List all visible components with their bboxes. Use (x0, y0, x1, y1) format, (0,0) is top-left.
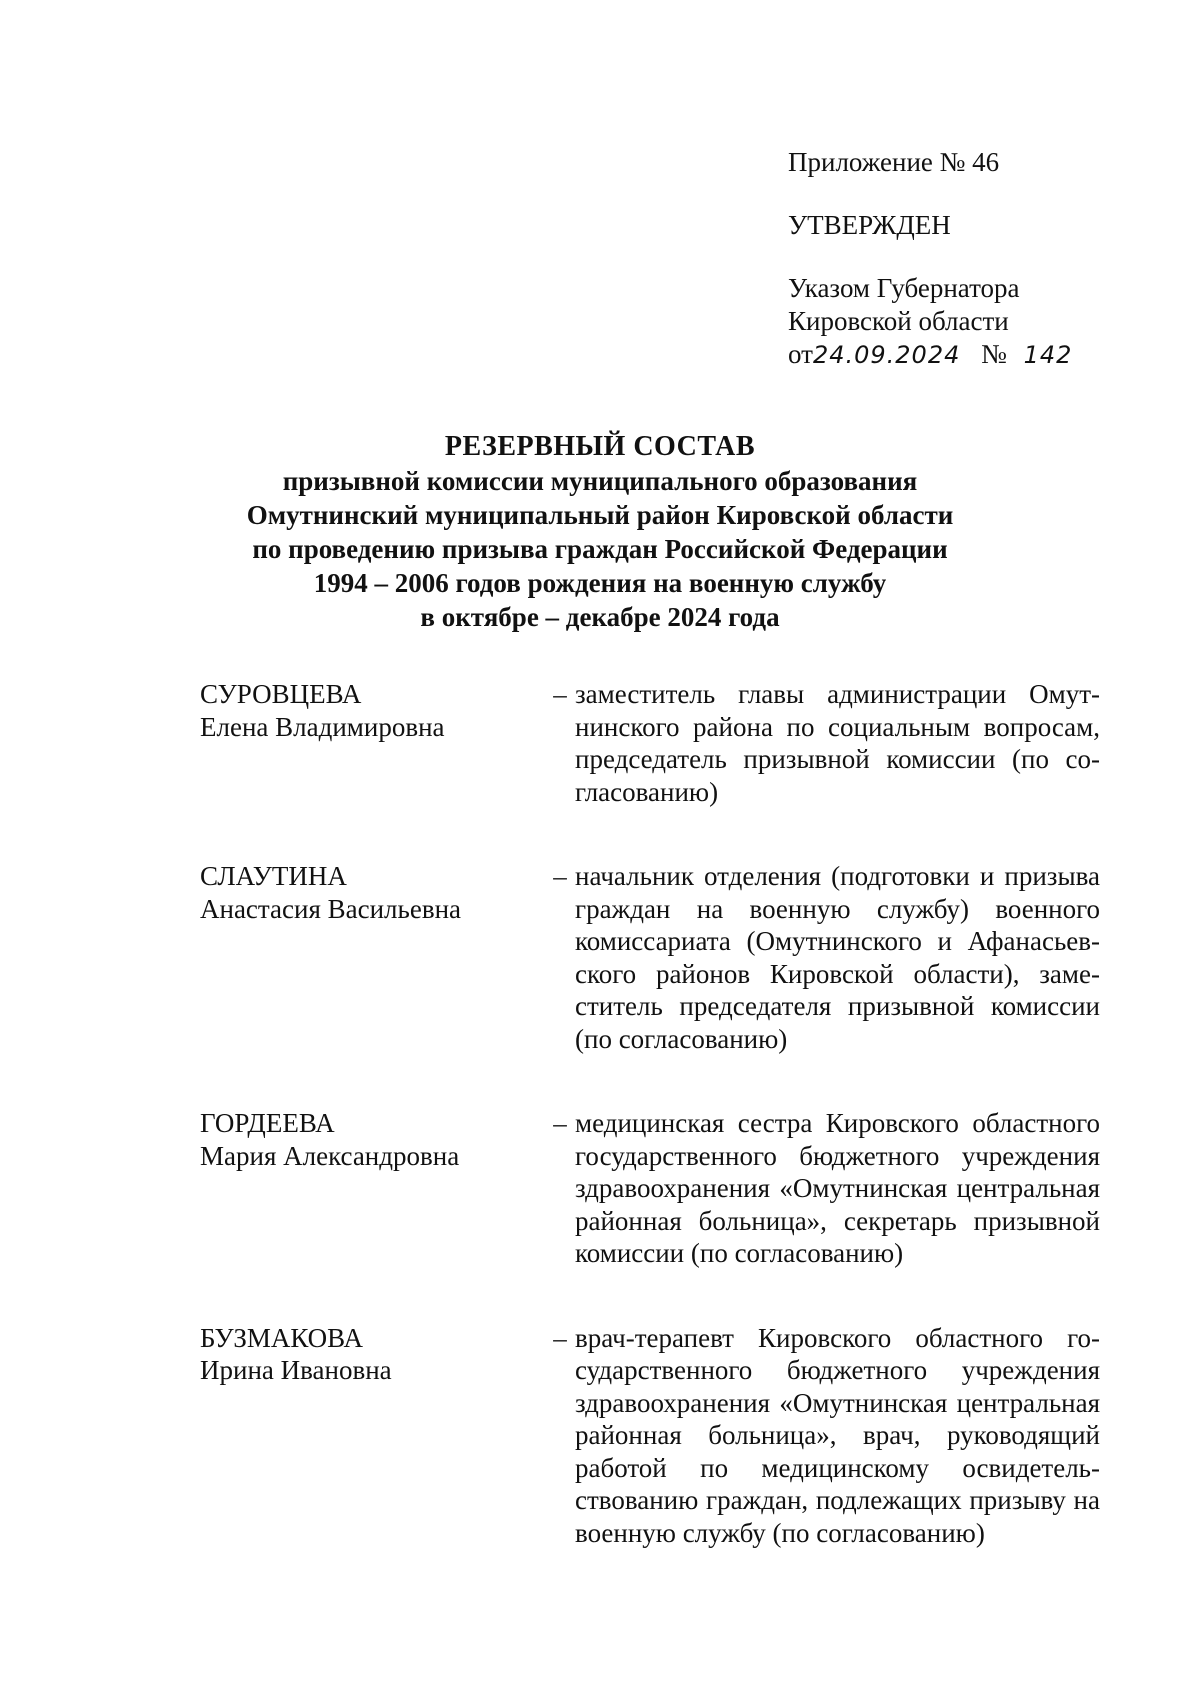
member-name (200, 1107, 545, 1270)
approval-block (788, 146, 1072, 372)
member-entry (200, 1322, 1105, 1550)
member-given-names: Анастасия Васильевна (200, 893, 462, 924)
decree-line-2: Кировской области (788, 306, 1009, 336)
member-role: врач-терапевт Кировского областного государственного бюджетного учреждения здравоохранения «Омутнинская центральная районная больница», врач, руководящий работой по медицинскому освидетельствованию граждан, подлежащих призыву на военную службу (по согласованию) (575, 1322, 1100, 1548)
appendix-number: Приложение № 46 (788, 147, 1000, 177)
member-given-names: Мария Александровна (200, 1140, 460, 1171)
member-given-names: Елена Владимировна (200, 711, 445, 742)
member-name (200, 1322, 545, 1550)
member-dash: – (553, 679, 567, 709)
member-dash: – (553, 1108, 567, 1138)
member-role: заместитель главы администрации Омутнинского района по социальным вопросам, председатель призывной комиссии (по согласованию) (575, 679, 1100, 807)
date-prefix: от (788, 339, 813, 369)
members-list (200, 678, 1105, 1549)
member-entry (200, 678, 1105, 808)
member-role: начальник отделения (подготовки и призыва граждан на военную службу) военного комиссариата (Омутнинского и Афанасьевского районов Кировской области), заместитель председателя призывной комиссии (по согласованию) (575, 861, 1100, 1054)
member-surname: ГОРДЕЕВА (200, 1108, 335, 1138)
document-title (0, 430, 1200, 634)
handwritten-date: 24.09.2024 (812, 341, 961, 369)
title-heading: РЕЗЕРВНЫЙ СОСТАВ (444, 431, 756, 462)
member-entry (200, 860, 1105, 1055)
member-name (200, 678, 545, 808)
title-line-4: 1994 – 2006 годов рождения на военную службу (313, 568, 887, 598)
member-surname: СУРОВЦЕВА (200, 679, 362, 709)
member-given-names: Ирина Ивановна (200, 1355, 392, 1385)
title-line-2: Омутнинский муниципальный район Кировской области (246, 500, 954, 530)
decree-date-line (788, 338, 1072, 372)
handwritten-number: 142 (1023, 341, 1073, 369)
number-prefix: № (981, 339, 1007, 369)
member-surname: СЛАУТИНА (200, 861, 347, 891)
member-name (200, 860, 545, 1055)
member-dash: – (553, 861, 567, 891)
decree-line-1: Указом Губернатора (788, 273, 1020, 303)
title-line-3: по проведению призыва граждан Российской Федерации (252, 534, 948, 564)
member-role: медицинская сестра Кировского областного государственного бюджетного учреждения здравоохранения «Омутнинская центральная районная больница», секретарь призывной комиссии (по согласованию) (575, 1108, 1100, 1268)
member-entry (200, 1107, 1105, 1270)
member-surname: БУЗМАКОВА (200, 1322, 363, 1353)
approved-label: УТВЕРЖДЕН (788, 210, 951, 240)
title-line-1: призывной комиссии муниципального образования (282, 466, 918, 496)
decree-reference (788, 272, 1072, 372)
member-dash: – (553, 1322, 567, 1353)
title-line-5: в октябре – декабре 2024 года (420, 602, 780, 632)
